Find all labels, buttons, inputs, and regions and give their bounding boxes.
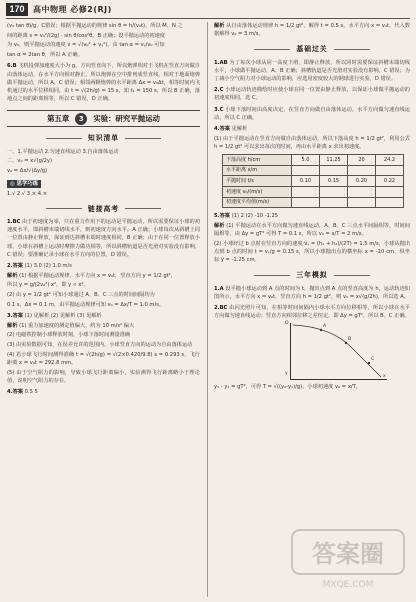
analysis-label: 解析 (7, 322, 18, 329)
analysis-line: (1) 重力加速度的测定值偏大，约为 10 m/s² 偏大 (19, 322, 135, 329)
stamp-subtext: MXQE.COM (322, 580, 374, 590)
table-cell (320, 165, 348, 176)
answer-text: 0.5 5 (24, 389, 38, 396)
book-title: 高中物理 必修2(RJ) (33, 5, 112, 14)
analysis-line: (1) 根据平抛运动规律，水平方向 x = v₀t，竖直方向 y = 1/2 gt²， (19, 272, 176, 279)
answer-text: 由于初速度为零，只在重力作用下的运动是平抛运动，所以需要保证小球的初速度水平，即斜槽末端切线水平，则初速度方向水平，A 正确；小球每次从斜槽上同一位置由静止释放，保证到达斜槽末端时速度相同，B 正确；由于在同一位置释放小球，小球在斜槽上运动时摩擦力做功相等，所以斜槽轨道是否光滑对实验没有影响，C 错误；要准确记录小球在水平方向的位置，D 错误。 (7, 219, 200, 258)
top-analysis (214, 22, 410, 38)
answer-3 (214, 106, 410, 122)
chapter-title: 实验：研究平抛运动 (93, 113, 160, 123)
answer-4 (214, 125, 410, 133)
figure-label: O (285, 321, 289, 327)
table-cell (320, 186, 348, 197)
table-cell: 0.22 (376, 176, 404, 187)
analysis-line: (1) 平抛运动在水平方向做匀速直线运动，A、B、C 三点水平间隔相等，时间间隔相等，由 Δy = gT² 可得 T = 0.1 s，所以 v₀ = x/T = 2 m/s。 (214, 222, 410, 238)
analysis-5 (214, 222, 410, 238)
answer-4 (7, 388, 200, 396)
page-header (6, 3, 410, 17)
answer-text: (1) 见解析 (2) 见解析 (3) 见解析 (24, 313, 102, 320)
table-cell (292, 186, 320, 197)
answer-number: 4.答案 (214, 126, 230, 133)
table-cell: 0.15 (320, 176, 348, 187)
answer-number: 2.BC (214, 304, 228, 311)
text-line: 为 v₀，则平抛运动的速度 v = √(v₀² + vᵧ²)，由 tan α = vᵧ/v₀ 可知 (7, 42, 165, 49)
answer-text: 飞机投弹加速度大小为 g，方向竖直向下，所以炮弹相对于飞机在竖直方向做自由落体运动，在水平方向相对静止，所以炮弹在空中排列成竖直线，相对于地面炮弹做平抛运动，所以 A、C 错误；相邻两颗炮弹的水平距离 Δx = v₀Δt，相等时间内飞机通过的水平位移相同，由 t = √(2h/g) = 15 s，知 t₁ = 150 s，所以 B 正确，落地点之间的距离相等，所以 C 错误，D 正确。 (7, 63, 200, 103)
answer-number: 4.答案 (7, 389, 23, 396)
table-cell: 0.10 (292, 176, 320, 187)
table-cell (320, 197, 348, 208)
trajectory-curve (291, 323, 387, 379)
analysis-line: (5) 由于空气阻力的影响，导致小球飞行距离偏小，实验测得飞行距离略小于理论值，说明空气阻力的存在。 (7, 369, 200, 384)
table-cell: 24.2 (376, 155, 404, 166)
analysis-line: 0.1 s，Δx = 0.1 m，由平抛运动规律可知 v₀ = Δx/T = 1.0 m/s。 (7, 301, 165, 308)
analysis-text: 从自由落体运动规律 h = 1/2 gt²，解得 t = 0.5 s，水平方向 x = v₀t，代入数据解得 v₀ = 3 m/s。 (214, 23, 410, 38)
section-heading: 三年模拟 (214, 271, 410, 279)
knowledge-line: v₀ = Δx/√(Δy/g) (7, 167, 48, 174)
answer-text: (1) 2 (2) -10 -1.25 (231, 213, 279, 220)
table-row-label: 下落高度 h/cm (223, 155, 292, 166)
table-cell (292, 197, 320, 208)
answer-text: 小球运动轨迹描绘时应使小球在同一位置由静止释放，以保证小球做平抛运动的初速度相同，选 C。 (214, 87, 410, 102)
think-tag: ◎ 思学巧练 (7, 180, 41, 188)
table-row-label: 初速度平均值(m/s) (223, 197, 292, 208)
analysis-line: (2) 小球经过 b 点时在竖直方向的速度 vᵧ = (h₁ + h₂)/(2T) = 1.5 m/s，小球从抛出点到 b 点的时间 t = vᵧ/g = 0.15 s，所以小球抛出点的横坐标 x = -10 cm，纵坐标 y = -1.25 cm。 (214, 240, 410, 264)
table-cell: 20 (348, 155, 376, 166)
data-table (222, 154, 404, 208)
table-row (223, 165, 404, 176)
table-cell (348, 197, 376, 208)
analysis-line: (2) 由 y = 1/2 gt² 可知小球通过 A、B、C 三点的时间间隔均为 (7, 292, 155, 299)
left-column (7, 22, 200, 398)
table-cell (348, 186, 376, 197)
figure-label: y (285, 371, 288, 377)
right-column (214, 22, 410, 393)
table-row-label: 初速度 v₀/(m/s) (223, 186, 292, 197)
answer-text: (1) 3.0 (2) 1.0 m/s (24, 263, 72, 270)
figure-label: x (383, 374, 386, 380)
table-cell (376, 165, 404, 176)
answer-2 (7, 262, 200, 270)
answer-text: 为了每次小球从同一高度下滑，即静止释放，所以同时需要保证斜槽末端切线水平，小球做平抛运动，A、B 正确；斜槽轨道是否光滑对实验没有影响，C 错误；为了减小空气阻力对小球运动的影响，应选用密度较大的钢球进行实验，D 错误。 (214, 59, 410, 83)
chapter-bar (7, 110, 200, 127)
answer-6 (7, 62, 200, 103)
text-line: 间的距离 s = v₀²/(2g) · sin θ/cos²θ，B 正确；设平抛运动的初速度 (7, 32, 165, 39)
table-cell (292, 165, 320, 176)
analysis-label: 解析 (214, 222, 225, 229)
section-heading: 知识清单 (7, 134, 200, 142)
stamp-text: 答案圈 (312, 540, 384, 568)
analysis-3 (7, 322, 200, 330)
analysis-label: 解析 (7, 272, 18, 279)
table-row (223, 197, 404, 208)
answer-1 (7, 218, 200, 259)
answer-1m (214, 285, 410, 301)
answer-2 (214, 86, 410, 102)
watermark-stamp (288, 524, 408, 594)
answer-number: 2.C (214, 87, 224, 94)
answer-number: 6.B (7, 63, 17, 70)
answer-intro: 见解析 (231, 126, 248, 133)
table-row (223, 186, 404, 197)
table-cell: 11.25 (320, 155, 348, 166)
think-answers: 1.√ 2.√ 3.× 4.× (7, 190, 48, 197)
analysis-2 (7, 272, 200, 280)
analysis-line: (4) 若小球飞行时间测得准确 t = √(2h/g) = √(2×0.420/9.8) s = 0.293 s，飞行距离 x = v₀t = 292.8 mm。 (7, 351, 200, 367)
analysis-line: 所以 y = g/(2v₀²) x²，即 y ∝ x²。 (7, 282, 89, 289)
page-number: 170 (6, 3, 28, 16)
table-row-label: 水平距离 x/m (223, 165, 292, 176)
table-row (223, 176, 404, 187)
answer-2m (214, 304, 410, 320)
table-row (223, 155, 404, 166)
answer-1 (214, 59, 410, 84)
answer-5 (214, 212, 410, 220)
knowledge-line: 一、1.平抛运动 2.匀速直线运动 3.自由落体运动 (7, 148, 119, 155)
answer-text: 设平抛小球运动到 A 点的时间为 t，抛出点到 A 点的竖直高度为 h，运动轨迹如图所示，水平方向 x = v₀t，竖直方向 h = 1/2 gt²，则 v₀ = x√(g/2h)，所以选 A。 (214, 285, 410, 300)
analysis-label: 解析 (214, 23, 225, 29)
table-cell (376, 186, 404, 197)
answer-text: 小球下落时间由高度决定，在竖直方向做自由落体运动，水平方向做匀速直线运动，所以 C 正确。 (214, 106, 410, 121)
table-cell: 5.0 (292, 155, 320, 166)
answer-number: 3.C (214, 106, 224, 113)
header-rule (6, 18, 410, 19)
answer-number: 1.A (214, 285, 224, 292)
text-line: (v₀ tan θ)/g，C错误；根据平抛运动的规律 sin θ = h/(v₀t)，所以 M、N 之 (7, 23, 183, 29)
text-line: tan α = 2tan θ，所以 A 正确。 (7, 52, 83, 59)
table-cell: 0.20 (348, 176, 376, 187)
figure-label: A (323, 324, 327, 330)
chapter-bullet: 3 (75, 113, 87, 125)
answer-text: (1) 由于平抛运动在竖直方向做自由落体运动，所以下落高度 h = 1/2 gt²，利用公式 h = 1/2 gt² 可以求出每次的时间，再由水平距离 x 求出初速度。 (214, 135, 410, 150)
answer-text: 由闪光照片可知，在相等时间间隔内小球水平方向位移相等，所以小球在水平方向做匀速直线运动；竖直方向相邻位移之差恒定，即 Δy = gT²，所以 B、C 正确。 (214, 304, 410, 320)
answer-number: 3.答案 (7, 313, 23, 320)
answer-number: 1.AB (214, 59, 228, 66)
analysis-line: (2) 电磁铁控制小球释放时刻，小球下落时间测量准确 (7, 332, 131, 339)
answer-number: 5.答案 (214, 213, 230, 220)
column-divider (207, 22, 208, 597)
answer-tail: y₂ - y₁ = gT²，可得 T = √((y₂-y₁)/g)，小球初速度 v₀ = x/T。 (214, 384, 361, 391)
table-cell (376, 197, 404, 208)
answer-number: 1.BC (7, 219, 21, 226)
trajectory-figure (285, 321, 387, 380)
section-heading: 基础过关 (214, 45, 410, 53)
table-cell (348, 165, 376, 176)
figure-label: B (348, 337, 352, 343)
knowledge-line: 二、v₀ = x√(g/2y) (7, 158, 53, 165)
figure-label: C (371, 357, 375, 363)
chapter-label: 第五章 (47, 113, 70, 123)
analysis-line: (3) 由实验数据可知，在误差允许的范围内，小球竖直方向的运动为自由落体运动 (7, 342, 193, 349)
answer-3 (7, 312, 200, 320)
table-row-label: 平抛时间 t/s (223, 176, 292, 187)
section-heading: 链接高考 (7, 205, 200, 213)
answer-number: 2.答案 (7, 263, 23, 270)
